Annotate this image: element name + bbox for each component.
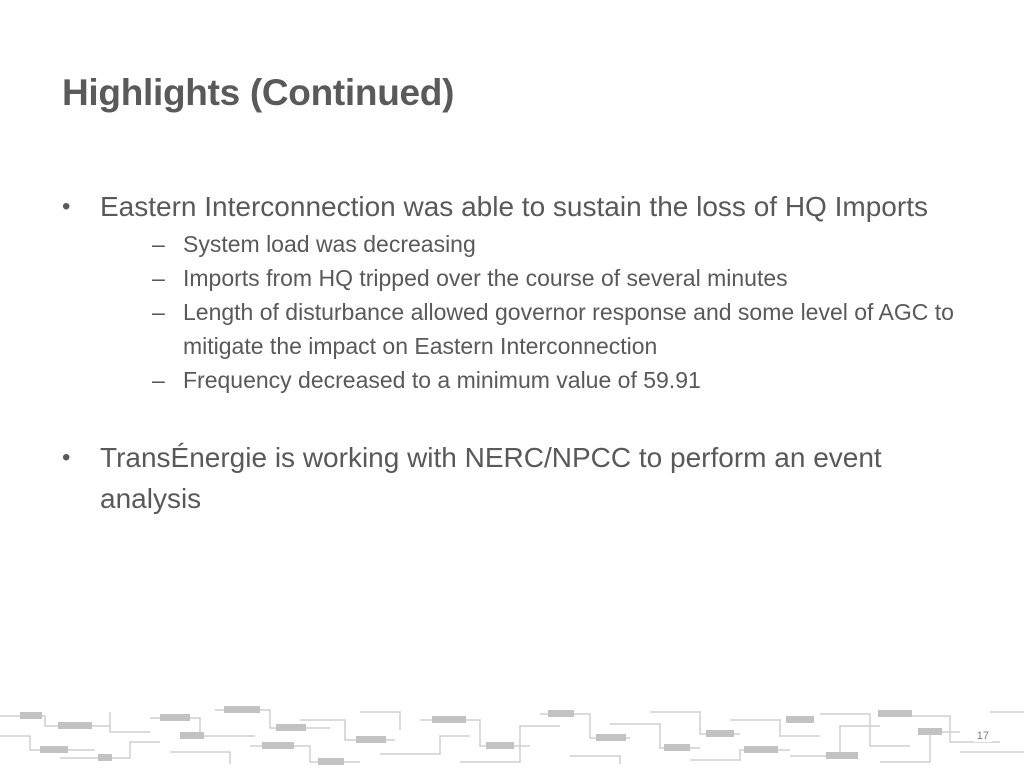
dash-icon: –	[152, 367, 165, 393]
sub-bullet-item	[100, 295, 962, 363]
spacer	[62, 397, 962, 437]
bullet-item	[62, 186, 962, 397]
sub-bullet-item	[100, 227, 962, 261]
bullet-icon: •	[62, 444, 71, 471]
bullet-item	[62, 437, 962, 519]
dash-icon: –	[152, 231, 165, 257]
slide-body	[62, 186, 962, 519]
sub-bullet-item	[100, 363, 962, 397]
slide-number: 17	[974, 730, 992, 742]
sub-bullet-list	[100, 227, 962, 397]
sub-bullet-text: Length of disturbance allowed governor response and some level of AGC to mitigate the impact on Eastern Interconnection	[183, 299, 954, 359]
sub-bullet-text: Frequency decreased to a minimum value of 59.91	[183, 367, 701, 393]
bullet-text: Eastern Interconnection was able to sustain the loss of HQ Imports	[100, 191, 928, 222]
sub-bullet-item	[100, 261, 962, 295]
sub-bullet-text: Imports from HQ tripped over the course of several minutes	[183, 265, 788, 291]
slide-title: Highlights (Continued)	[62, 72, 455, 113]
bullet-icon: •	[62, 193, 71, 220]
circuit-board-footer	[0, 706, 1024, 768]
bullet-text: TransÉnergie is working with NERC/NPCC to perform an event analysis	[100, 442, 882, 514]
sub-bullet-text: System load was decreasing	[183, 231, 476, 257]
bullet-list	[62, 186, 962, 519]
dash-icon: –	[152, 299, 165, 325]
circuit-pattern-decoration	[0, 706, 1024, 768]
dash-icon: –	[152, 265, 165, 291]
